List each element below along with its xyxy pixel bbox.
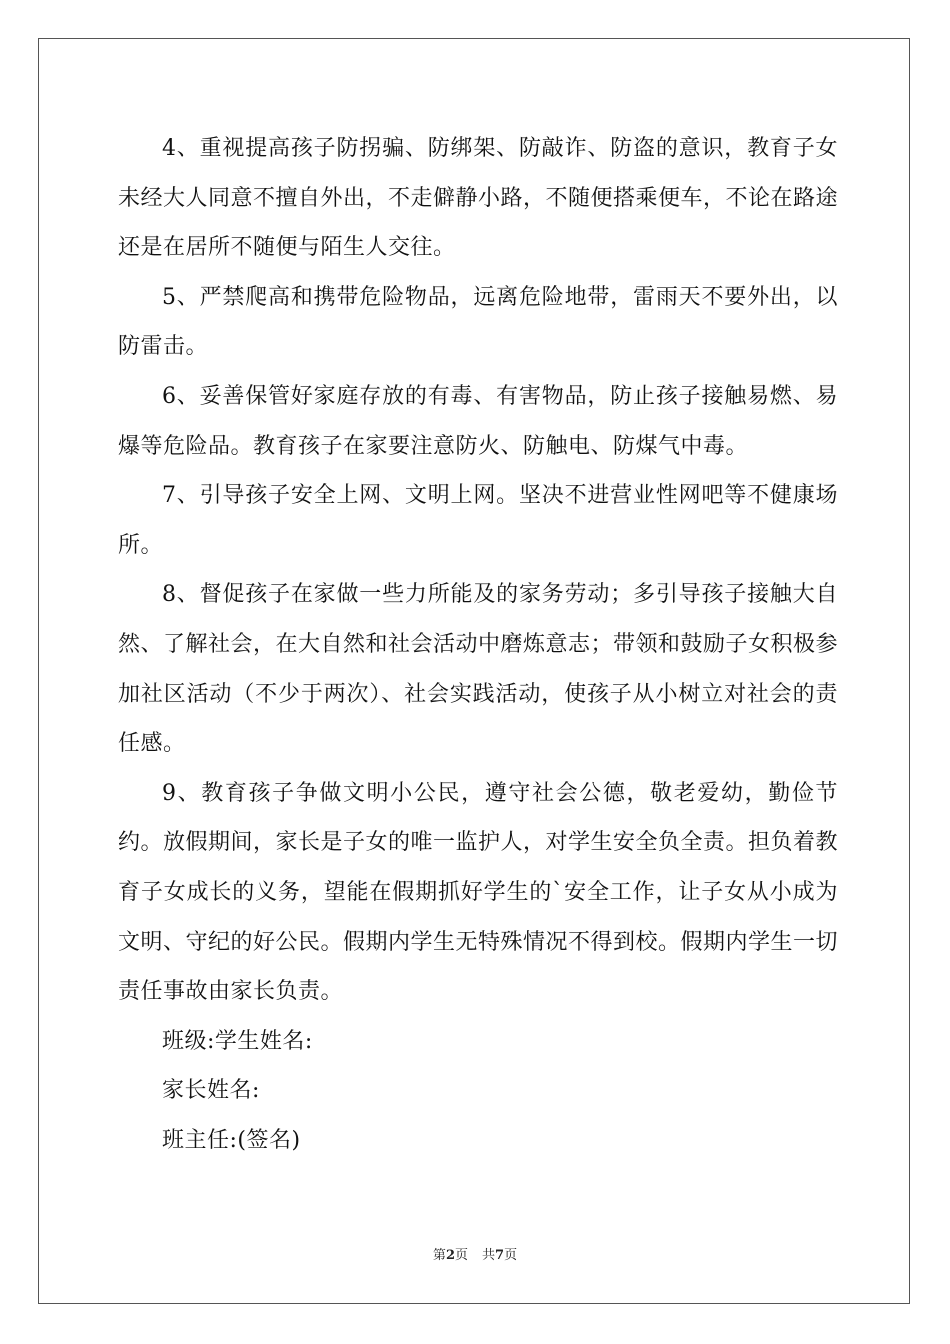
page-total-suffix: 页: [504, 1248, 518, 1263]
paragraph-item-5: 5、严禁爬高和携带危险物品，远离危险地带，雷雨天不要外出，以防雷击。: [118, 284, 838, 360]
page-total: 7: [495, 1248, 505, 1263]
paragraph-item-4: 4、重视提高孩子防拐骗、防绑架、防敲诈、防盗的意识，教育子女未经大人同意不擅自外出，不走僻静小路，不随便搭乘便车，不论在路途还是在居所不随便与陌生人交往。: [118, 136, 839, 261]
page-footer: [0, 1244, 950, 1263]
page-number-suffix: 页: [454, 1248, 468, 1263]
paragraph-item-6: 6、妥善保管好家庭存放的有毒、有害物品，防止孩子接触易燃、易爆等危险品。教育孩子在家要注意防火、防触电、防煤气中毒。: [118, 383, 838, 459]
signature-class-student: 班级:学生姓名:: [162, 1028, 313, 1054]
page-number-prefix: 第: [432, 1248, 446, 1263]
signature-head-teacher: 班主任:(签名): [162, 1127, 301, 1153]
paragraph-item-8: 8、督促孩子在家做一些力所能及的家务劳动；多引导孩子接触大自然、了解社会，在大自然和社会活动中磨炼意志；带领和鼓励子女积极参加社区活动（不少于两次）、社会实践活动，使孩子从小树立对社会的责任感。: [118, 582, 839, 757]
paragraph-item-7: 7、引导孩子安全上网、文明上网。坚决不进营业性网吧等不健康场所。: [118, 483, 838, 558]
page-number-current: 2: [445, 1248, 455, 1263]
document-body: [118, 124, 838, 1165]
page-total-prefix: 共: [482, 1248, 496, 1263]
paragraph-item-9: 9、教育孩子争做文明小公民，遵守社会公德，敬老爱幼，勤俭节约。放假期间，家长是子女的唯一监护人，对学生安全负全责。担负着教育子女成长的义务，望能在假期抓好学生的`安全工作，让子女从小成为文明、守纪的好公民。假期内学生无特殊情况不得到校。假期内学生一切责任事故由家长负责。: [118, 780, 839, 1005]
signature-parent: 家长姓名:: [162, 1078, 260, 1104]
